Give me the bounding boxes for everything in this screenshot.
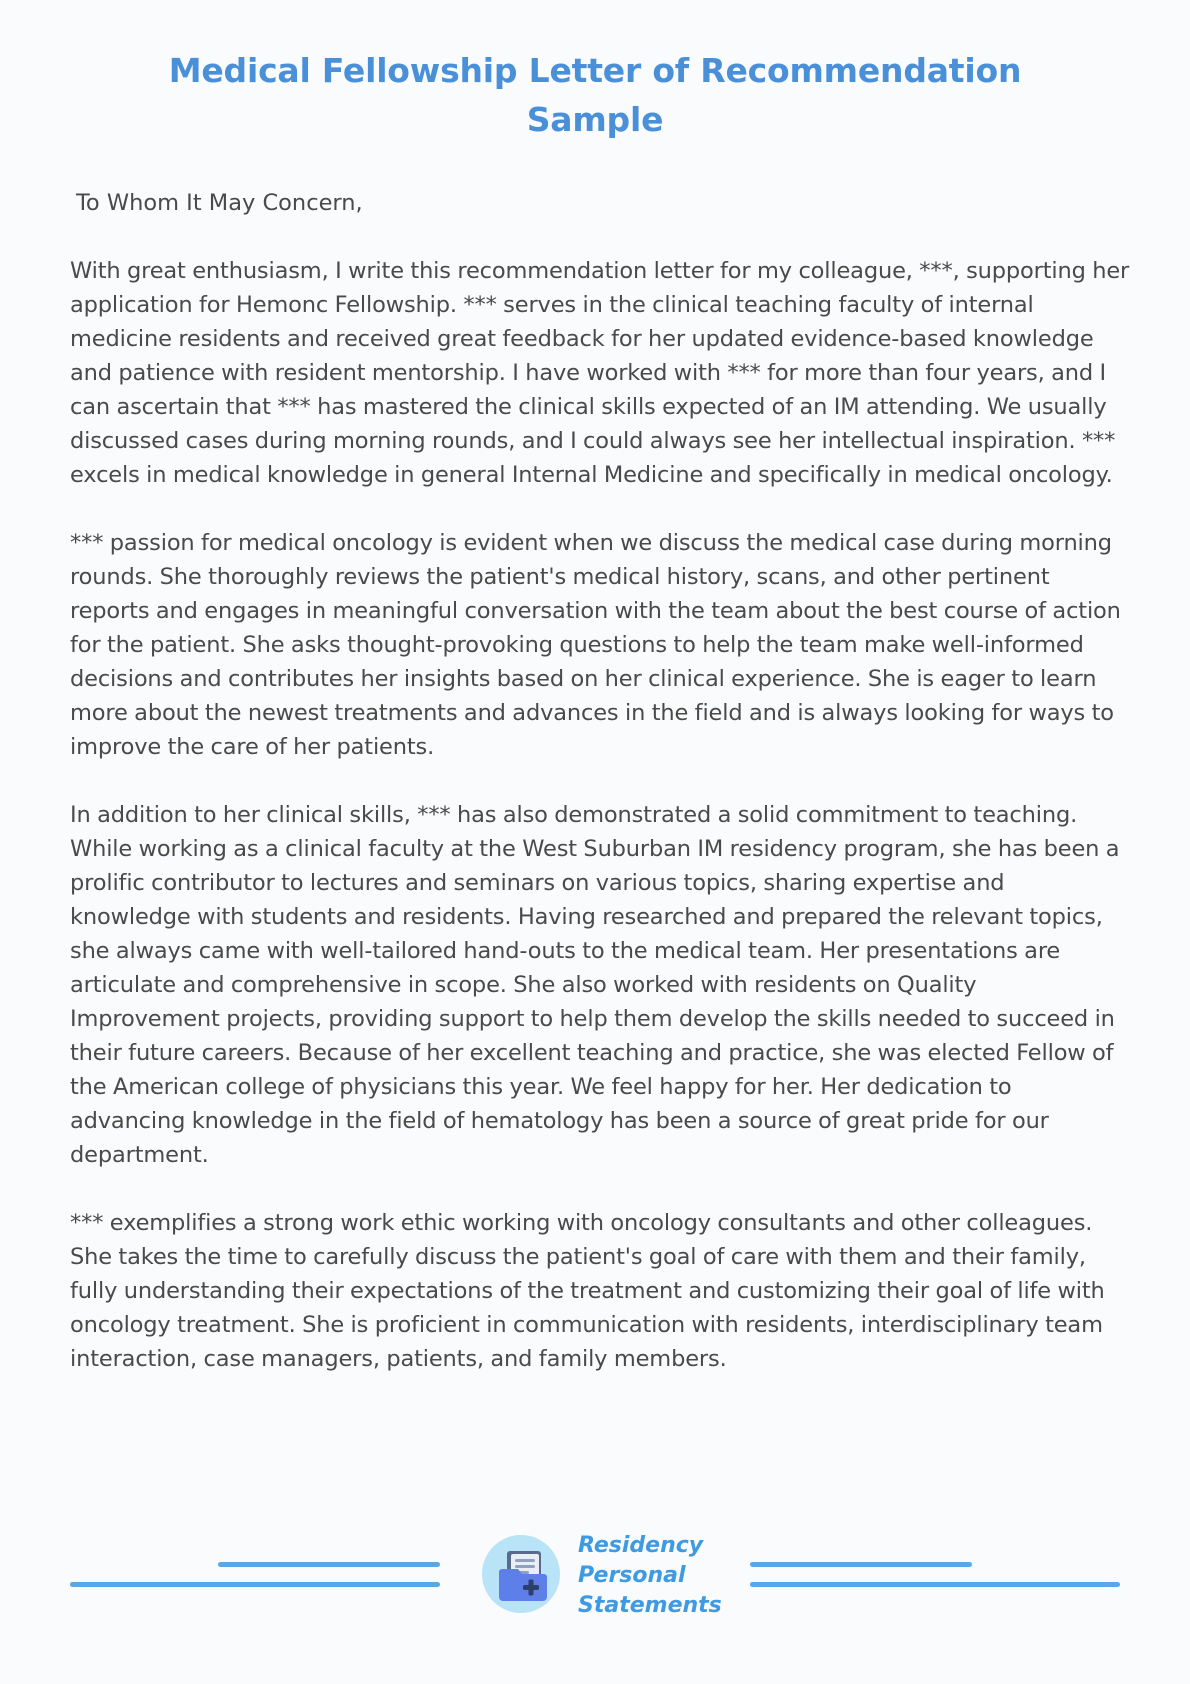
footer-line-right-top xyxy=(750,1562,972,1567)
logo xyxy=(482,1535,560,1613)
paragraph-4: *** exemplifies a strong work ethic working with oncology consultants and other colleagues. She takes the time to carefully discuss the patient's goal of care with them and their family, fully understanding their expectations of the treatment and customizing their goal of life with oncology treatment. She is proficient in communication with residents, interdisciplinary team interaction, case managers, patients, and family members. xyxy=(70,1210,1105,1372)
footer-line-left-bottom xyxy=(70,1582,440,1587)
logo-text-line-2: Personal xyxy=(578,1563,686,1588)
title-line-1: Medical Fellowship Letter of Recommendation xyxy=(168,51,1022,90)
footer-line-left-top xyxy=(218,1562,440,1567)
title-line-2: Sample xyxy=(526,100,664,139)
logo-text xyxy=(578,1531,722,1621)
paragraph-2: *** passion for medical oncology is evident when we discuss the medical case during morning rounds. She thoroughly reviews the patient's medical history, scans, and other pertinent reports and engages in meaningful conversation with the team about the best course of action for the patient. She asks thought-provoking questions to help the team make well-informed decisions and contributes her insights based on her clinical experience. She is eager to learn more about the newest treatments and advances in the field and is always looking for ways to improve the care of her patients. xyxy=(70,530,1121,760)
logo-text-line-3: Statements xyxy=(578,1593,722,1618)
paragraph-1: With great enthusiasm, I write this recommendation letter for my colleague, ***, supporting her application for Hemonc Fellowship. *** serves in the clinical teaching faculty of internal medicine residents and received great feedback for her updated evidence-based knowledge and patience with resident mentorship. I have worked with *** for more than four years, and I can ascertain that *** has mastered the clinical skills expected of an IM attending. We usually discussed cases during morning rounds, and I could always see her intellectual inspiration. *** excels in medical knowledge in general Internal Medicine and specifically in medical oncology. xyxy=(70,258,1130,488)
letter-body xyxy=(70,254,1130,1410)
logo-text-line-1: Residency xyxy=(578,1533,704,1558)
paragraph-3: In addition to her clinical skills, *** has also demonstrated a solid commitment to teaching. While working as a clinical faculty at the West Suburban IM residency program, she has been a prolific contributor to lectures and seminars on various topics, sharing expertise and knowledge with students and residents. Having researched and prepared the relevant topics, she always came with well-tailored hand-outs to the medical team. Her presentations are articulate and comprehensive in scope. She also worked with residents on Quality Improvement projects, providing support to help them develop the skills needed to succeed in their future careers. Because of her excellent teaching and practice, she was elected Fellow of the American college of physicians this year. We feel happy for her. Her dedication to advancing knowledge in the field of hematology has been a source of great pride for our department. xyxy=(70,802,1120,1168)
greeting: To Whom It May Concern, xyxy=(76,190,363,216)
footer-line-right-bottom xyxy=(750,1582,1120,1587)
page-title xyxy=(0,46,1190,144)
medical-folder-icon xyxy=(482,1535,560,1613)
footer xyxy=(0,1520,1190,1630)
